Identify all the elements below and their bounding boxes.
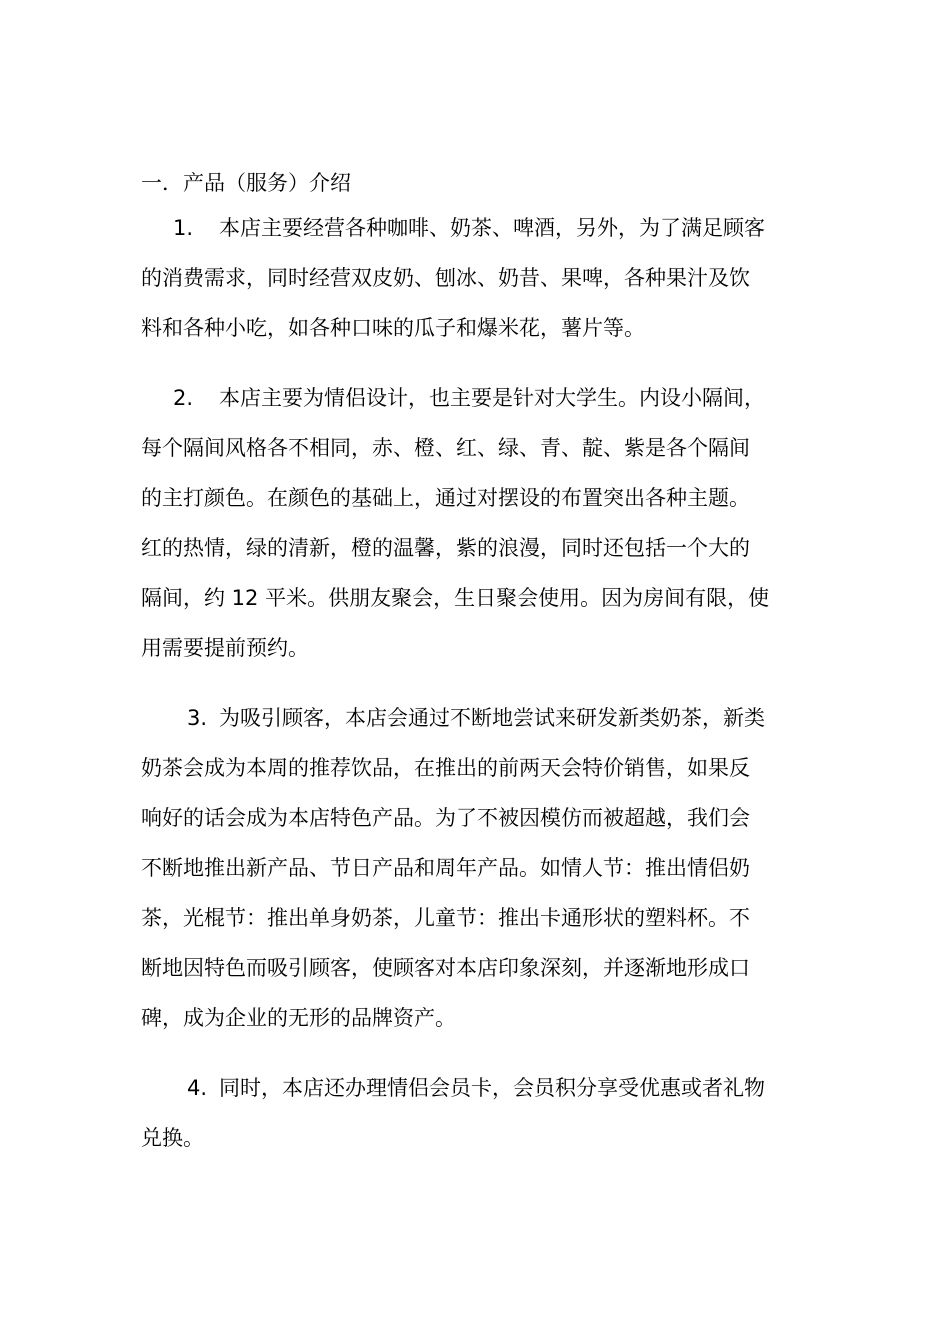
paragraph-line (141, 373, 811, 423)
paragraph-2 (141, 373, 811, 673)
paragraph-line: 的消费需求，同时经营双皮奶、刨冰、奶昔、果啤，各种果汁及饮 (141, 266, 750, 290)
paragraph-line: 兑换。 (141, 1126, 204, 1150)
paragraph-line: 碑，成为企业的无形的品牌资产。 (141, 1006, 456, 1030)
paragraph-line: 用需要提前预约。 (141, 636, 309, 660)
section-heading: 一．产品（服务）介绍 (141, 171, 351, 195)
line-text: 为吸引顾客，本店会通过不断地尝试来研发新类奶茶，新类 (219, 706, 765, 730)
paragraph-line: 奶茶会成为本周的推荐饮品，在推出的前两天会特价销售，如果反 (141, 756, 750, 780)
paragraph-line: 的主打颜色。在颜色的基础上，通过对摆设的布置突出各种主题。 (141, 486, 750, 510)
paragraph-line (141, 203, 811, 253)
paragraph-line: 不断地推出新产品、节日产品和周年产品。如情人节：推出情侣奶 (141, 856, 750, 880)
paragraph-line: 断地因特色而吸引顾客，使顾客对本店印象深刻，并逐渐地形成口 (141, 956, 750, 980)
paragraph-line (141, 1063, 811, 1113)
paragraph-line: 茶，光棍节：推出单身奶茶，儿童节：推出卡通形状的塑料杯。不 (141, 906, 750, 930)
paragraph-1 (141, 203, 811, 353)
line-text: 本店主要为情侣设计，也主要是针对大学生。内设小隔间， (219, 386, 765, 410)
line-text: 本店主要经营各种咖啡、奶茶、啤酒，另外，为了满足顾客 (219, 216, 765, 240)
paragraph-3 (141, 693, 811, 1043)
paragraph-line: 红的热情，绿的清新，橙的温馨，紫的浪漫，同时还包括一个大的 (141, 536, 750, 560)
paragraph-4 (141, 1063, 811, 1163)
paragraph-number: 1. (173, 216, 194, 240)
paragraph-line: 隔间，约 12 平米。供朋友聚会，生日聚会使用。因为房间有限，使 (141, 586, 770, 610)
paragraph-number: 2. (173, 386, 194, 410)
paragraph-line (141, 693, 811, 743)
line-text: 同时，本店还办理情侣会员卡，会员积分享受优惠或者礼物 (219, 1076, 765, 1100)
paragraph-number: 3. (187, 706, 208, 730)
paragraph-line: 每个隔间风格各不相同，赤、橙、红、绿、青、靛、紫是各个隔间 (141, 436, 750, 460)
paragraph-number: 4. (187, 1076, 208, 1100)
paragraph-line: 响好的话会成为本店特色产品。为了不被因模仿而被超越，我们会 (141, 806, 750, 830)
paragraph-line: 料和各种小吃，如各种口味的瓜子和爆米花，薯片等。 (141, 316, 645, 340)
